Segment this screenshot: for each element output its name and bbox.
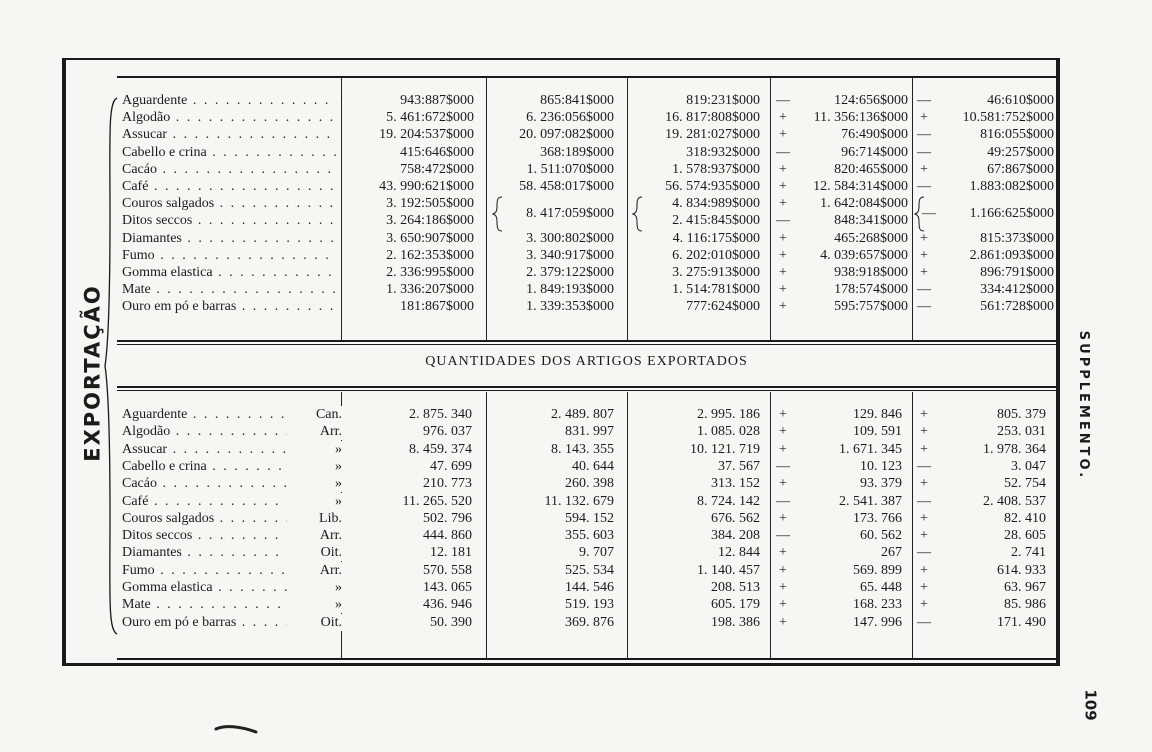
value-cell: 2. 336:995$000: [386, 265, 474, 280]
quantity-cell: 50. 390: [430, 614, 472, 630]
value-cell: 43. 990:621$000: [379, 179, 474, 194]
table-row: [0, 614, 1152, 631]
row-label: Cacáo . . .: [122, 161, 337, 178]
sign-cell: —: [776, 458, 790, 474]
quantity-cell: 210. 773: [423, 476, 472, 492]
sign-cell: +: [920, 510, 928, 526]
top-rule: [117, 76, 1056, 78]
quantity-cell: 502. 796: [423, 510, 472, 526]
quantity-cell: 198. 386: [711, 614, 760, 630]
value-cell: 2. 415:845$000: [672, 213, 760, 229]
value-cell: 46:610$000: [987, 93, 1054, 108]
sign-cell: +: [920, 562, 928, 578]
quantity-cell: 9. 707: [579, 545, 614, 561]
value-cell: 11. 356:136$000: [813, 110, 908, 126]
value-cell: 848:341$000: [834, 213, 908, 229]
sign-cell: +: [779, 614, 787, 630]
value-cell: 1.883:082$000: [969, 179, 1054, 194]
sign-cell: +: [920, 424, 928, 440]
quantity-cell: 10. 123: [860, 458, 902, 474]
table-row: [0, 596, 1152, 613]
value-cell: 19. 281:027$000: [665, 127, 760, 143]
page-number-text: 109: [1082, 689, 1100, 721]
value-cell: 56. 574:935$000: [665, 179, 760, 194]
merged-diff: 1.166:625$000: [969, 206, 1054, 221]
sign-cell: —: [776, 213, 790, 229]
value-cell: 3. 650:907$000: [386, 230, 474, 246]
sign-cell: +: [779, 597, 787, 613]
quantity-cell: 267: [881, 545, 902, 561]
quantity-cell: 173. 766: [853, 510, 902, 526]
quantity-cell: 313. 152: [711, 476, 760, 492]
sign-cell: +: [920, 476, 928, 492]
section-rule-top: [117, 340, 1056, 342]
quantity-cell: 369. 876: [565, 614, 614, 630]
row-label: Couros salgados . . .: [122, 510, 287, 527]
value-cell: 4. 834:989$000: [672, 196, 760, 212]
sign-cell: +: [779, 179, 787, 194]
value-cell: 865:841$000: [540, 93, 614, 108]
quantity-cell: 253. 031: [997, 424, 1046, 440]
row-label: Fumo . . .: [122, 562, 287, 579]
sign-cell: +: [779, 580, 787, 595]
row-label: Gomma elastica . . .: [122, 264, 337, 281]
quantity-cell: 976. 037: [423, 424, 472, 440]
unit-cell: »: [288, 579, 342, 596]
sign-cell: +: [920, 597, 928, 613]
row-label: Café . . .: [122, 178, 337, 195]
value-cell: 318:932$000: [686, 144, 760, 160]
table-row: [0, 230, 1152, 247]
quantity-cell: 436. 946: [423, 597, 472, 613]
quantity-cell: 37. 567: [718, 458, 760, 474]
value-cell: 819:231$000: [686, 93, 760, 108]
sign-cell: +: [920, 407, 928, 422]
sign-cell: —: [917, 493, 931, 509]
table-row: [0, 441, 1152, 458]
value-cell: 3. 340:917$000: [526, 247, 614, 263]
sign-cell: +: [779, 545, 787, 561]
table-row: [0, 92, 1152, 109]
quantity-cell: 570. 558: [423, 562, 472, 578]
value-cell: 124:656$000: [834, 93, 908, 108]
value-cell: 67:867$000: [987, 161, 1054, 177]
side-label-text: EXPORTAÇÃO: [81, 284, 106, 462]
value-cell: 777:624$000: [686, 299, 760, 315]
quantity-cell: 52. 754: [1004, 476, 1046, 492]
quantity-cell: 831. 997: [565, 424, 614, 440]
row-label: Algodão . . .: [122, 423, 287, 440]
quantity-cell: 82. 410: [1004, 510, 1046, 526]
quantity-cell: 85. 986: [1004, 597, 1046, 613]
quantity-cell: 147. 996: [853, 614, 902, 630]
row-label: Fumo . . .: [122, 247, 337, 264]
quantity-cell: 676. 562: [711, 510, 760, 526]
value-cell: 3. 192:505$000: [386, 196, 474, 212]
unit-cell: Arr.: [288, 562, 342, 579]
unit-cell: »: [288, 458, 342, 475]
sign-cell: —: [776, 93, 790, 108]
ink-smudge: [214, 724, 258, 734]
value-cell: 1. 339:353$000: [526, 299, 614, 315]
row-label: Diamantes . . .: [122, 230, 337, 247]
value-cell: 896:791$000: [980, 265, 1054, 280]
unit-cell: Can.: [288, 406, 342, 423]
value-cell: 16. 817:808$000: [665, 110, 760, 126]
merged-sign: —: [922, 206, 936, 221]
quantity-cell: 12. 844: [718, 545, 760, 561]
value-cell: 1. 336:207$000: [386, 282, 474, 298]
value-cell: 465:268$000: [834, 230, 908, 246]
value-cell: 938:918$000: [834, 265, 908, 280]
table-row: [0, 527, 1152, 544]
value-cell: 1. 578:937$000: [672, 161, 760, 177]
row-label: Aguardente . . .: [122, 92, 337, 109]
quantity-cell: 63. 967: [1004, 580, 1046, 595]
sign-cell: +: [779, 424, 787, 440]
quantity-cell: 1. 140. 457: [697, 562, 760, 578]
row-label: Café . . .: [122, 493, 287, 510]
merged-value-1881: 8. 417:059$000: [526, 206, 614, 221]
quantity-cell: 2. 408. 537: [983, 493, 1046, 509]
value-cell: 943:887$000: [400, 93, 474, 108]
row-label: Cabello e crina . . .: [122, 458, 287, 475]
value-cell: 10.581:752$000: [962, 110, 1054, 126]
sign-cell: +: [920, 580, 928, 595]
sign-cell: +: [779, 441, 787, 457]
row-label: Gomma elastica . . .: [122, 579, 287, 596]
quantity-cell: 47. 699: [430, 458, 472, 474]
value-cell: 595:757$000: [834, 299, 908, 315]
quantity-cell: 8. 143. 355: [551, 441, 614, 457]
quantity-cell: 444. 860: [423, 528, 472, 544]
sign-cell: +: [779, 110, 787, 126]
value-cell: 561:728$000: [980, 299, 1054, 315]
sign-cell: +: [779, 299, 787, 315]
table-row: [0, 458, 1152, 475]
value-cell: 3. 264:186$000: [386, 213, 474, 229]
value-cell: 415:646$000: [400, 144, 474, 160]
table-row: [0, 562, 1152, 579]
value-cell: 816:055$000: [980, 127, 1054, 143]
value-cell: 6. 202:010$000: [672, 247, 760, 263]
sign-cell: +: [779, 230, 787, 246]
unit-cell: Arr.: [288, 423, 342, 440]
quantity-cell: 1. 085. 028: [697, 424, 760, 440]
value-cell: 1. 514:781$000: [672, 282, 760, 298]
value-cell: 334:412$000: [980, 282, 1054, 298]
section-rule-top-thin: [117, 344, 1056, 345]
quantity-cell: 11. 132. 679: [544, 493, 614, 509]
sign-cell: —: [917, 144, 931, 160]
quantity-cell: 65. 448: [860, 580, 902, 595]
value-cell: 58. 458:017$000: [519, 179, 614, 194]
unit-cell: »: [288, 596, 342, 613]
row-label: Ditos seccos . . .: [122, 527, 287, 544]
section-rule-bottom-thin: [117, 390, 1056, 391]
value-cell: 12. 584:314$000: [813, 179, 908, 194]
sign-cell: +: [920, 441, 928, 457]
value-cell: 19. 204:537$000: [379, 127, 474, 143]
sign-cell: +: [779, 510, 787, 526]
value-cell: 820:465$000: [834, 161, 908, 177]
sign-cell: +: [920, 265, 928, 280]
value-cell: 758:472$000: [400, 161, 474, 177]
quantity-cell: 805. 379: [997, 407, 1046, 422]
sign-cell: +: [779, 127, 787, 143]
value-cell: 1. 642:084$000: [820, 196, 908, 212]
right-label-text: SUPPLEMENTO.: [1076, 330, 1092, 480]
sign-cell: +: [920, 110, 928, 126]
quantity-cell: 40. 644: [572, 458, 614, 474]
value-cell: 181:867$000: [400, 299, 474, 315]
value-cell: 2. 162:353$000: [386, 247, 474, 263]
row-label: Mate . . .: [122, 596, 287, 613]
row-label: Cabello e crina . . .: [122, 144, 337, 161]
value-cell: 4. 116:175$000: [672, 230, 760, 246]
row-label: Assucar . . .: [122, 441, 287, 458]
sign-cell: +: [779, 562, 787, 578]
sign-cell: +: [920, 230, 928, 246]
quantity-cell: 109. 591: [853, 424, 902, 440]
row-label: Algodão . . .: [122, 109, 337, 126]
quantity-cell: 143. 065: [423, 580, 472, 595]
value-cell: 3. 275:913$000: [672, 265, 760, 280]
row-label: Diamantes . . .: [122, 544, 287, 561]
table-row: [0, 406, 1152, 423]
value-cell: 3. 300:802$000: [526, 230, 614, 246]
sign-cell: +: [920, 528, 928, 544]
row-label: Mate . . .: [122, 281, 337, 298]
brace-icon: [632, 196, 644, 232]
value-cell: 20. 097:082$000: [519, 127, 614, 143]
value-cell: 96:714$000: [841, 144, 908, 160]
quantity-cell: 2. 741: [1011, 545, 1046, 561]
value-cell: 5. 461:672$000: [386, 110, 474, 126]
table-row: [0, 510, 1152, 527]
sign-cell: —: [917, 93, 931, 108]
unit-cell: Arr.: [288, 527, 342, 544]
value-cell: 4. 039:657$000: [820, 247, 908, 263]
sign-cell: +: [779, 265, 787, 280]
quantity-cell: 8. 459. 374: [409, 441, 472, 457]
unit-cell: Oit.: [288, 614, 342, 631]
quantity-cell: 594. 152: [565, 510, 614, 526]
quantity-cell: 2. 995. 186: [697, 407, 760, 422]
quantity-cell: 384. 208: [711, 528, 760, 544]
quantity-cell: 525. 534: [565, 562, 614, 578]
unit-cell: »: [288, 493, 342, 510]
quantity-cell: 93. 379: [860, 476, 902, 492]
table-row: [0, 281, 1152, 298]
value-cell: 49:257$000: [987, 144, 1054, 160]
row-label: Aguardente . . .: [122, 406, 287, 423]
table-row: [0, 544, 1152, 561]
row-label: Ditos seccos . . .: [122, 212, 337, 229]
value-cell: 368:189$000: [540, 144, 614, 160]
sign-cell: —: [776, 528, 790, 544]
table-row: [0, 126, 1152, 143]
sign-cell: +: [920, 161, 928, 177]
sign-cell: —: [917, 545, 931, 561]
sign-cell: +: [779, 196, 787, 212]
unit-cell: Oit.: [288, 544, 342, 561]
sign-cell: —: [917, 614, 931, 630]
quantity-cell: 2. 489. 807: [551, 407, 614, 422]
value-cell: 1. 511:070$000: [526, 161, 614, 177]
quantity-cell: 605. 179: [711, 597, 760, 613]
quantity-cell: 28. 605: [1004, 528, 1046, 544]
quantity-cell: 614. 933: [997, 562, 1046, 578]
sign-cell: +: [779, 282, 787, 298]
table-row: [0, 493, 1152, 510]
value-cell: 1. 849:193$000: [526, 282, 614, 298]
sign-cell: +: [779, 476, 787, 492]
value-cell: 178:574$000: [834, 282, 908, 298]
section-rule-bottom: [117, 386, 1056, 388]
table-row: [0, 161, 1152, 178]
sign-cell: +: [779, 407, 787, 422]
row-label: Assucar . . .: [122, 126, 337, 143]
quantity-cell: 12. 181: [430, 545, 472, 561]
quantity-cell: 2. 875. 340: [409, 407, 472, 422]
quantity-cell: 10. 121. 719: [690, 441, 760, 457]
quantity-cell: 569. 899: [853, 562, 902, 578]
quantity-cell: 355. 603: [565, 528, 614, 544]
sign-cell: —: [776, 493, 790, 509]
table-row: [0, 144, 1152, 161]
sign-cell: —: [917, 127, 931, 143]
page-number: [1076, 690, 1106, 720]
bottom-rule: [117, 658, 1056, 660]
quantity-cell: 129. 846: [853, 407, 902, 422]
sign-cell: +: [779, 161, 787, 177]
quantity-cell: 2. 541. 387: [839, 493, 902, 509]
value-cell: 76:490$000: [841, 127, 908, 143]
quantity-cell: 168. 233: [853, 597, 902, 613]
value-cell: 6. 236:056$000: [526, 110, 614, 126]
table-row: [0, 264, 1152, 281]
quantity-cell: 11. 265. 520: [402, 493, 472, 509]
quantity-cell: 260. 398: [565, 476, 614, 492]
quantities-title: QUANTIDADES DOS ARTIGOS EXPORTADOS: [425, 354, 748, 369]
table-row: [0, 423, 1152, 440]
quantity-cell: 1. 671. 345: [839, 441, 902, 457]
unit-cell: Lib.: [288, 510, 342, 527]
quantity-cell: 519. 193: [565, 597, 614, 613]
quantity-cell: 8. 724. 142: [697, 493, 760, 509]
quantity-cell: 171. 490: [997, 614, 1046, 630]
value-cell: 2. 379:122$000: [526, 265, 614, 280]
sign-cell: —: [776, 144, 790, 160]
sign-cell: —: [917, 282, 931, 298]
row-label: Ouro em pó e barras . . .: [122, 614, 287, 631]
row-label: Ouro em pó e barras . . .: [122, 298, 337, 315]
unit-cell: »: [288, 475, 342, 492]
quantity-cell: 144. 546: [565, 580, 614, 595]
quantity-cell: 208. 513: [711, 580, 760, 595]
sign-cell: +: [920, 247, 928, 263]
sign-cell: —: [917, 179, 931, 194]
quantity-cell: 60. 562: [860, 528, 902, 544]
sign-cell: —: [917, 458, 931, 474]
table-row: [0, 247, 1152, 264]
unit-cell: »: [288, 441, 342, 458]
table-row: [0, 109, 1152, 126]
sign-cell: —: [917, 299, 931, 315]
value-cell: 2.861:093$000: [969, 247, 1054, 263]
row-label: Cacáo . . .: [122, 475, 287, 492]
quantity-cell: 1. 978. 364: [983, 441, 1046, 457]
quantity-cell: 3. 047: [1011, 458, 1046, 474]
row-label: Couros salgados . . .: [122, 195, 337, 212]
table-row: [0, 579, 1152, 596]
sign-cell: +: [779, 247, 787, 263]
table-row: [0, 475, 1152, 492]
value-cell: 815:373$000: [980, 230, 1054, 246]
table-row: [0, 298, 1152, 315]
table-row: [0, 178, 1152, 195]
